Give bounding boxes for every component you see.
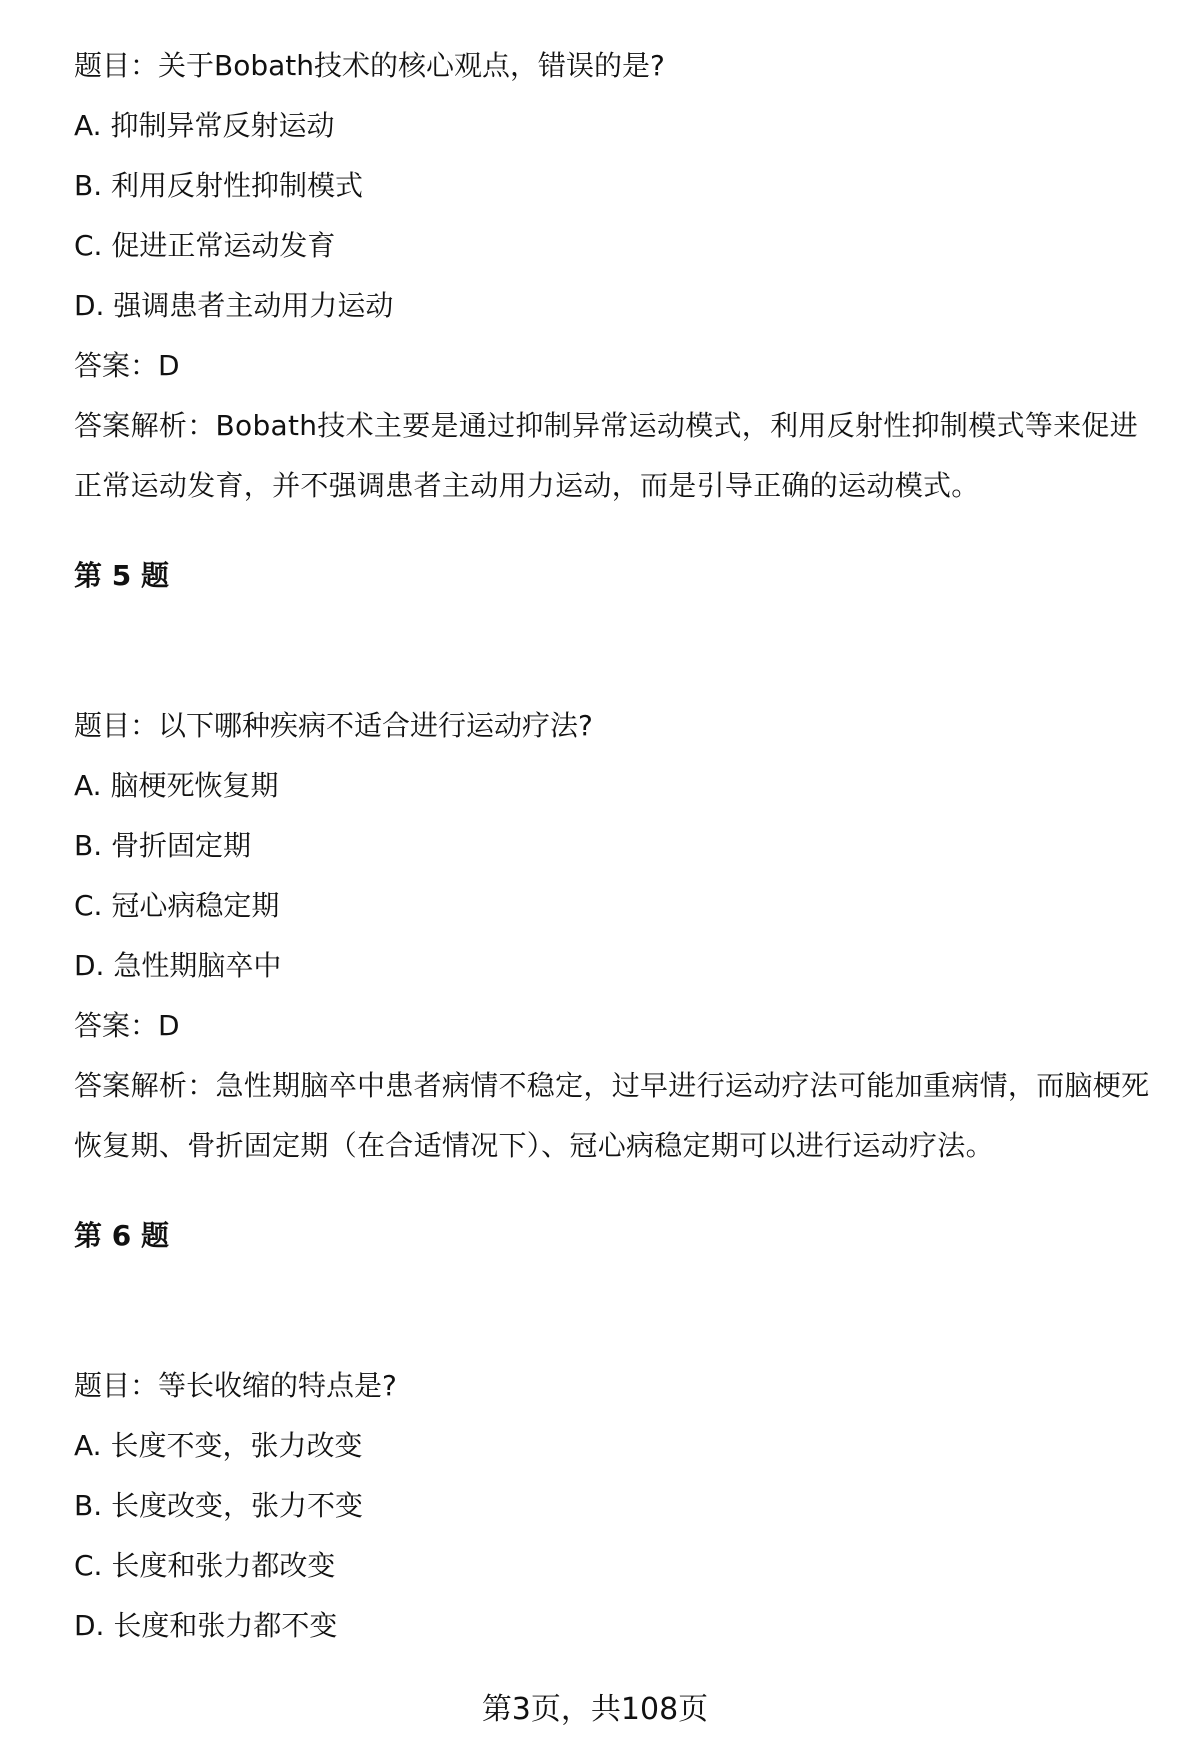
q4-option-a: A. 抑制异常反射运动 — [74, 109, 335, 142]
q4-analysis: 答案解析：Bobath技术主要是通过抑制异常运动模式，利用反射性抑制模式等来促进正常运动发育，并不强调患者主动用力运动，而是引导正确的运动模式。 — [74, 409, 1138, 502]
q5-option-b: B. 骨折固定期 — [74, 829, 252, 862]
q6-heading: 第 6 题 — [74, 1219, 169, 1252]
q5-answer: 答案：D — [74, 1009, 180, 1042]
q4-option-d: D. 强调患者主动用力运动 — [74, 289, 394, 322]
q5-question: 题目：以下哪种疾病不适合进行运动疗法? — [74, 709, 593, 742]
q4-option-c: C. 促进正常运动发育 — [74, 229, 336, 262]
q6-option-a: A. 长度不变，张力改变 — [74, 1429, 363, 1462]
q6-option-b: B. 长度改变，张力不变 — [74, 1489, 364, 1522]
q5-analysis: 答案解析：急性期脑卒中患者病情不稳定，过早进行运动疗法可能加重病情，而脑梗死恢复期、骨折固定期（在合适情况下）、冠心病稳定期可以进行运动疗法。 — [74, 1069, 1150, 1162]
q4-answer: 答案：D — [74, 349, 180, 382]
q4-question: 题目：关于Bobath技术的核心观点，错误的是? — [74, 49, 665, 82]
page-content — [74, 36, 1164, 1656]
q6-question: 题目：等长收缩的特点是? — [74, 1369, 397, 1402]
q5-heading: 第 5 题 — [74, 559, 169, 592]
q4-option-b: B. 利用反射性抑制模式 — [74, 169, 364, 202]
q5-option-d: D. 急性期脑卒中 — [74, 949, 282, 982]
q5-option-c: C. 冠心病稳定期 — [74, 889, 280, 922]
q6-option-c: C. 长度和张力都改变 — [74, 1549, 336, 1582]
page-number-footer: 第3页，共108页 — [481, 1692, 709, 1727]
q6-option-d: D. 长度和张力都不变 — [74, 1609, 338, 1642]
q5-option-a: A. 脑梗死恢复期 — [74, 769, 279, 802]
